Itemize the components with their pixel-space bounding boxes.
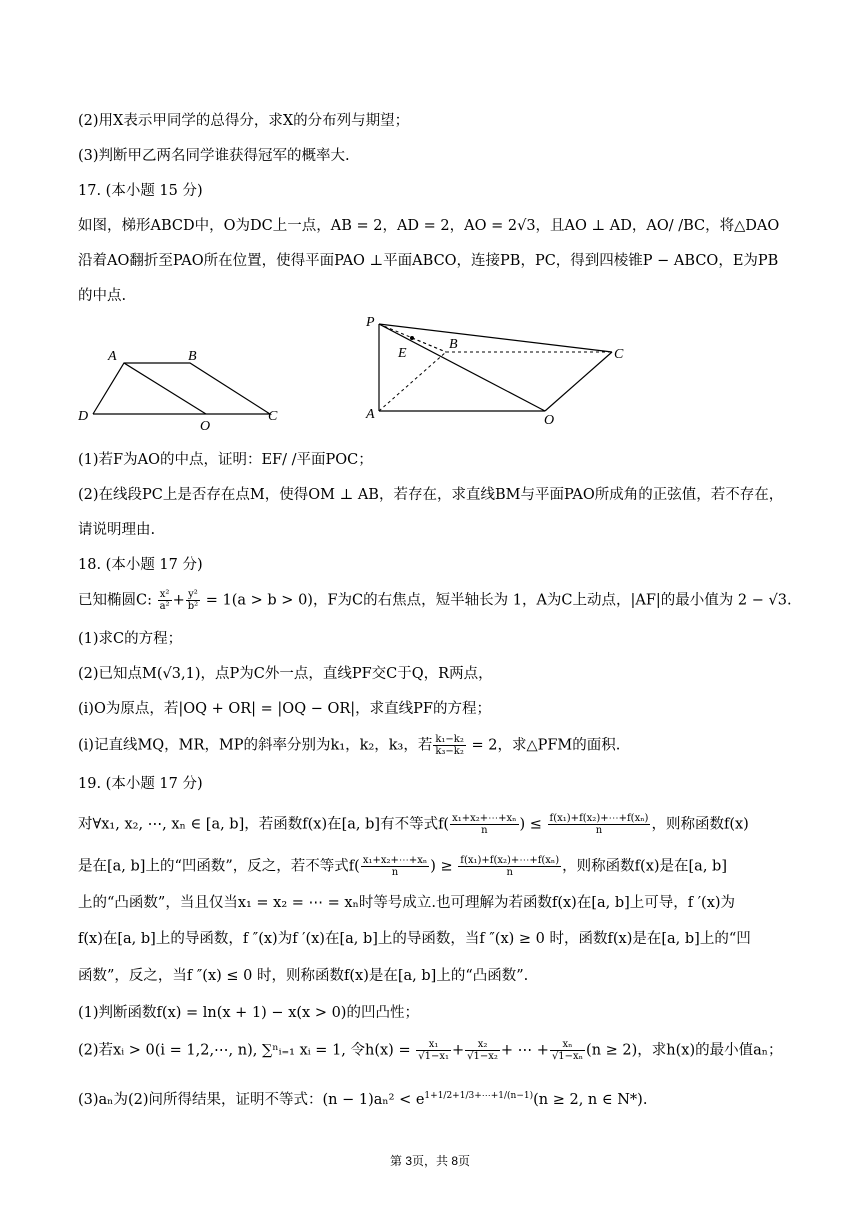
label-A: A bbox=[108, 349, 117, 364]
label-A2: A bbox=[366, 407, 375, 422]
question-19-text-2: 是在[a, b]上的“凹函数”，反之，若不等式f( $\frac{\text{x₁+x₂+⋯+xₙ}}{n}$ ) ≥ $\frac{\text{f(x₁)+f(x₂)+⋯+f(xₙ)}}{n}$ ，则称函数f(x)是在[a, b] bbox=[78, 855, 727, 878]
question-17-text-3: 的中点. bbox=[78, 288, 127, 304]
label-D: D bbox=[78, 409, 89, 424]
question-17-part-1: (1)若F为AO的中点，证明：EF/ /平面POC； bbox=[78, 452, 373, 468]
question-17-header: 17. (本小题 15 分) bbox=[78, 183, 203, 199]
page-footer: 第 3页，共 8页 bbox=[389, 1154, 471, 1168]
question-19-text-4: f(x)在[a, b]上的导函数，f ″(x)为f ′(x)在[a, b]上的导函数，当f ″(x) ≥ 0 时，函数f(x)是在[a, b]上的“凹 bbox=[78, 931, 751, 947]
question-18-part-2i: (i)O为原点，若|OQ + OR| = |OQ − OR|，求直线PF的方程； bbox=[78, 701, 491, 717]
label-C: C bbox=[268, 409, 278, 424]
question-19-part-2: (2)若xᵢ > 0(i = 1,2,⋯, n), ∑ⁿᵢ₌₁ xᵢ = 1, 令h(x) = $\frac{\text{x₁}}{\text{√1−x₁}}$ + $\frac{\text{x₂}}{\text{√1−x₂}}$ + ⋯ + $\frac{\text{xₙ}}{\text{√1−xₙ}}$ (n ≥ 2)，求h(x)的最小值aₙ； bbox=[78, 1039, 783, 1062]
label-O: O bbox=[200, 419, 211, 434]
label-O2: O bbox=[544, 413, 555, 428]
figure-pyramid bbox=[362, 310, 642, 430]
line-q16-p3: (3)判断甲乙两名同学谁获得冠军的概率大. bbox=[78, 148, 350, 164]
question-19-header: 19. (本小题 17 分) bbox=[78, 776, 203, 792]
question-19-part-3: (3)aₙ为(2)问所得结果，证明不等式：$(n - 1)a_n^2 < e^{1+1/2+1/3+\cdots+1/(n-1)}(n \ge 2$, n ∈ N*). bbox=[78, 1091, 648, 1108]
question-18-part-2: (2)已知点M(√3,1)，点P为C外一点，直线PF交C于Q，R两点， bbox=[78, 666, 493, 682]
label-B: B bbox=[188, 349, 197, 364]
label-C2: C bbox=[614, 347, 624, 362]
question-17-text-2: 沿着AO翻折至PAO所在位置，使得平面PAO ⊥平面ABCO，连接PB，PC，得到四棱锥P − ABCO，E为PB bbox=[78, 253, 779, 269]
label-B2: B bbox=[449, 337, 458, 352]
question-18-text: 已知椭圆C: $\frac{\text{x²}}{\text{a²}}$ + $\frac{\text{y²}}{\text{b²}}$ = 1(a > b > 0)，F为C的右焦点，短半轴长为 1，A为C上动点，|AF|的最小值为 2 − √3. bbox=[78, 589, 792, 612]
question-17-part-2b: 请说明理由. bbox=[78, 522, 156, 538]
question-18-part-1: (1)求C的方程； bbox=[78, 631, 183, 647]
line-q16-p2: (2)用X表示甲同学的总得分，求X的分布列与期望； bbox=[78, 113, 410, 129]
question-19-text-3: 上的“凸函数”，当且仅当x₁ = x₂ = ⋯ = xₙ时等号成立.也可理解为若函数f(x)在[a, b]上可导，f ′(x)为 bbox=[78, 895, 736, 911]
question-19-text-1: 对∀x₁, x₂, ⋯, xₙ ∈ [a, b]，若函数f(x)在[a, b]有不等式f( $\frac{\text{x₁+x₂+⋯+xₙ}}{n}$ ) ≤ $\frac{\text{f(x₁)+f(x₂)+⋯+f(xₙ)}}{n}$ ，则称函数f(x) bbox=[78, 813, 749, 836]
label-E: E bbox=[398, 346, 407, 361]
figure-trapezoid bbox=[78, 340, 298, 435]
question-18-part-2ii: (i)记直线MQ，MR，MP的斜率分别为k₁，k₂，k₃，若 $\frac{\text{k₁−k₂}}{\text{k₃−k₂}}$ = 2，求△PFM的面积. bbox=[78, 734, 621, 757]
question-17-part-2: (2)在线段PC上是否存在点M，使得OM ⊥ AB，若存在，求直线BM与平面PAO所成角的正弦值，若不存在， bbox=[78, 487, 784, 503]
label-P: P bbox=[366, 315, 375, 330]
question-17-text-1: 如图，梯形ABCD中，O为DC上一点，AB = 2，AD = 2，AO = 2√3，且AO ⊥ AD，AO/ /BC，将△DAO bbox=[78, 218, 780, 234]
question-19-text-5: 函数”，反之，当f ″(x) ≤ 0 时，则称函数f(x)是在[a, b]上的“凸函数”. bbox=[78, 968, 529, 984]
question-18-header: 18. (本小题 17 分) bbox=[78, 557, 203, 573]
question-19-part-1: (1)判断函数f(x) = ln(x + 1) − x(x > 0)的凹凸性； bbox=[78, 1005, 419, 1021]
